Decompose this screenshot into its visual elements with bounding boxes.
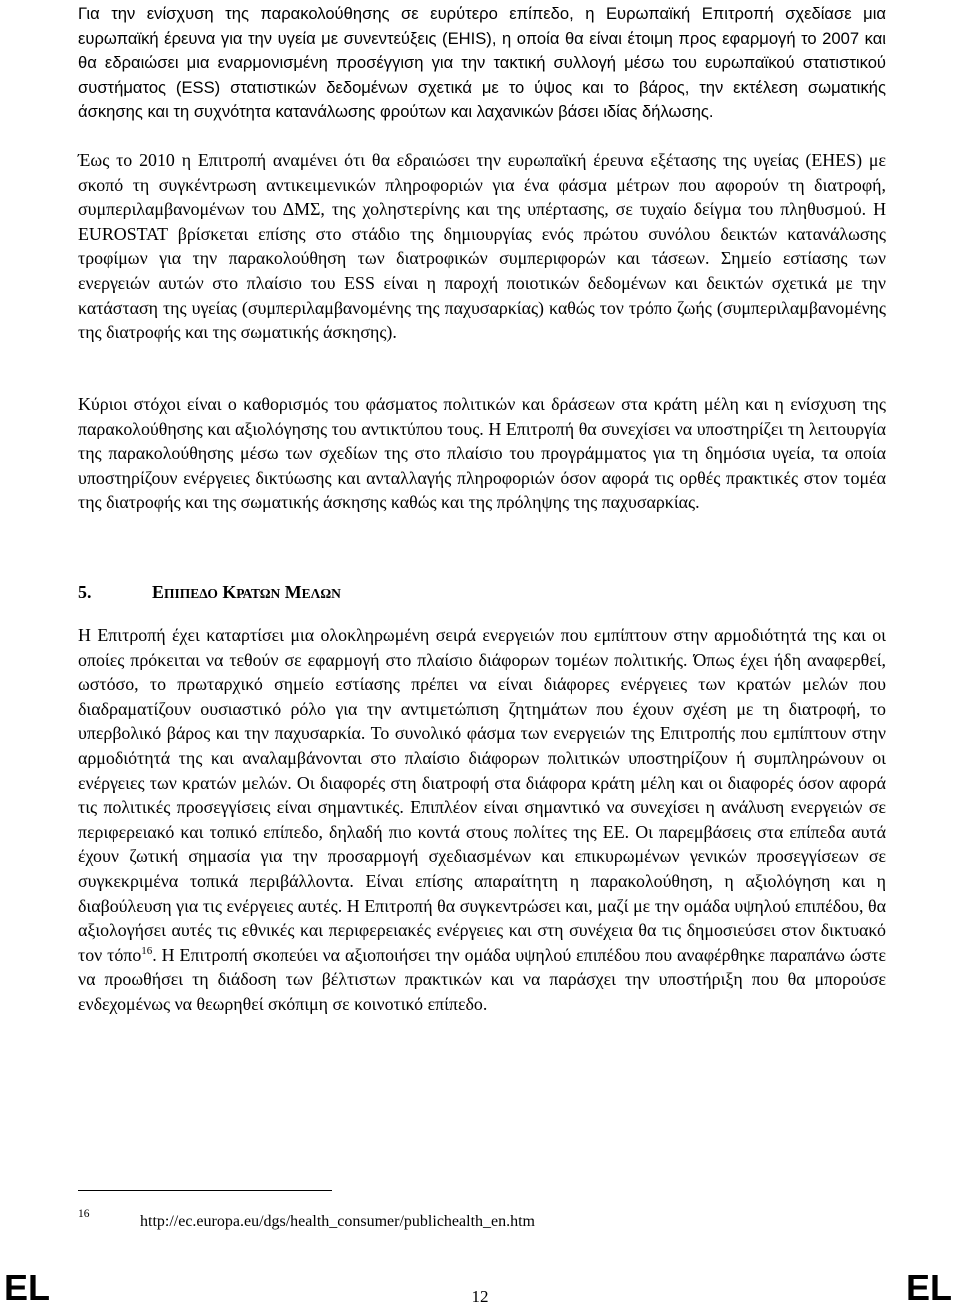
paragraph-member-states-text-a: Η Επιτροπή έχει καταρτίσει μια ολοκληρωμένη σειρά ενεργειών που εμπίπτουν στην αρμοδιότητά της και οι οποίες πρόκειται να τεθούν σε εφαρμογή στο πλαίσιο διάφορων τομέων πολιτικής. Όπως έχει ήδη αναφερθεί, ωστόσο, το πρωταρχικό σημείο εστίασης πρέπει να είναι διάφορες ενέργειες των κρατών μελών που διαδραματίζουν ουσιαστικό ρόλο για την αντιμετώπιση ζητημάτων που έχουν σχέση με τη διατροφή, το υπερβολικό βάρος και την παχυσαρκία. Το συνολικό φάσμα των ενεργειών της Επιτροπής που εμπίπτουν στην αρμοδιότητά της και αναλαμβάνονται στο πλαίσιο διάφορων πολιτικών υποστηρίζουν ή συμπληρώνουν οι ενέργειες των κρατών μελών. Οι διαφορές στη διατροφή στα διάφορα κράτη μέλη και οι διαφορές όσον αφορά τις πολιτικές προσεγγίσεις είναι σημαντικές. Επιπλέον είναι σημαντικό να συνεχίσει η ανάλυση ενεργειών σε περιφερειακό και τοπικό επίπεδο, δηλαδή πιο κοντά στους πολίτες της ΕΕ. Οι παρεμβάσεις στα επίπεδα αυτά έχουν ζωτική σημασία για την προσαρμογή σχεδιασμένων και επικυρωμένων γενικών προσεγγίσεων σε συγκεκριμένα τοπικά περιβάλλοντα. Είναι επίσης απαραίτητη η παρακολούθηση, η αξιολόγηση και η διαβούλευση για τις ενέργειες αυτές. Η Επιτροπή θα συγκεντρώσει και, μαζί με την ομάδα υψηλού επιπέδου, θα αξιολογήσει αυτές τις εθνικές και περιφερειακές ενέργειες και στη συνέχεια θα τις δημοσιεύσει στον δικτυακό τον τόπο xyxy=(78,625,886,965)
paragraph-ehes-text-b: Η EUROSTAT βρίσκεται επίσης στο στάδιο της δημιουργίας ενός πρώτου συνόλου δεικτών κατανάλωσης τροφίμων για την παρακολούθηση των διατροφικών συμπεριφορών και τάσεων. xyxy=(78,199,886,269)
section-title-word-1-rest: ΠΙΠΕΔΟ xyxy=(163,586,218,601)
footnote-separator xyxy=(78,1190,332,1191)
paragraph-member-states xyxy=(78,623,886,1017)
section-title-word-1-initial: Ε xyxy=(152,582,164,602)
paragraph-ehis-text: Για την ενίσχυση της παρακολούθησης σε ευρύτερο επίπεδο, η Ευρωπαϊκή Επιτροπή σχεδίασε μια ευρωπαϊκή έρευνα για την υγεία με συνεντεύξεις (EHIS), η οποία θα είναι έτοιμη προς εφαρμογή το 2007 και θα εδραιώσει μια εναρμονισμένη προσέγγιση για την τακτική συλλογή μέσω του ευρωπαϊκού στατιστικού συστήματος (ESS) στατιστικών δεδομένων σχετικά με το ύψος και το βάρος, την εκτέλεση σωματικής άσκησης και τη συχνότητα κατανάλωσης φρούτων και λαχανικών βάσει ιδίας δήλωσης. xyxy=(78,4,886,122)
footnote-reference[interactable]: 16 xyxy=(141,944,153,957)
section-title-word-2-initial: Κ xyxy=(222,582,237,602)
language-code-left: EL xyxy=(4,1267,51,1308)
paragraph-main-objectives-text: Κύριοι στόχοι είναι ο καθορισμός του φάσματος πολιτικών και δράσεων στα κράτη μέλη και η ενίσχυση της παρακολούθησης και αξιολόγησης του αντικτύπου τους. Η Επιτροπή θα συνεχίσει να υποστηρίζει τη λειτουργία της παρακολούθησης μέσω των σχεδίων της στο πλαίσιο του προγράμματος για τη δημόσια υγεία, τα οποία υποστηρίζουν ενέργειες δικτύωσης και ανταλλαγής πληροφοριών όσον αφορά τις ορθές πρακτικές στον τομέα της διατροφής και της σωματικής άσκησης καθώς και της πρόληψης της παχυσαρκίας. xyxy=(78,394,886,513)
paragraph-main-objectives xyxy=(78,392,886,515)
paragraph-ehes xyxy=(78,148,886,345)
section-title xyxy=(152,582,341,602)
footnote-link[interactable]: http://ec.europa.eu/dgs/health_consumer/publichealth_en.htm xyxy=(140,1213,535,1230)
paragraph-ehes-text-a: Έως το 2010 η Επιτροπή αναμένει ότι θα εδραιώσει την ευρωπαϊκή έρευνα εξέτασης της υγείας (EHES) με σκοπό τη συγκέντρωση αντικειμενικών πληροφοριών για ένα φάσμα μέτρων που αφορούν τη διατροφή, συμπεριλαμβανομένων του ΔΜΣ, της χοληστερίνης και της υπέρτασης, σε τυχαίο δείγμα του πληθυσμού. xyxy=(78,150,886,220)
language-code-right: EL xyxy=(905,1267,952,1308)
footnote-number: 16 xyxy=(78,1208,90,1220)
section-title-word-2-rest: ΡΑΤΩΝ xyxy=(236,586,281,601)
page-number: 12 xyxy=(471,1287,489,1306)
paragraph-ehes-text-c: Σημείο εστίασης των ενεργειών αυτών στο πλαίσιο του ESS είναι η παροχή ποιοτικών δεδομένων και δεικτών σχετικά με την κατάσταση της υγείας (συμπεριλαμβανομένης της παχυσαρκίας) καθώς τον τρόπο ζωής (συμπεριλαμβανομένης της διατροφής και της σωματικής άσκησης). xyxy=(78,248,886,343)
paragraph-ehis xyxy=(78,2,886,125)
section-heading xyxy=(78,580,341,606)
section-number: 5. xyxy=(78,582,92,602)
section-title-word-3-initial: Μ xyxy=(284,582,302,602)
paragraph-member-states-text-b: . Η Επιτροπή σκοπεύει να αξιοποιήσει την ομάδα υψηλού επιπέδου που αναφέρθηκε παραπάνω ώστε να προωθήσει τη διάδοση των βέλτιστων πρακτικών και να παράσχει την υποστήριξη που θα μπορούσε ενδεχομένως να θεωρηθεί σκόπιμη σε κοινοτικό επίπεδο. xyxy=(78,944,887,1014)
section-title-word-3-rest: ΕΛΩΝ xyxy=(301,586,341,601)
